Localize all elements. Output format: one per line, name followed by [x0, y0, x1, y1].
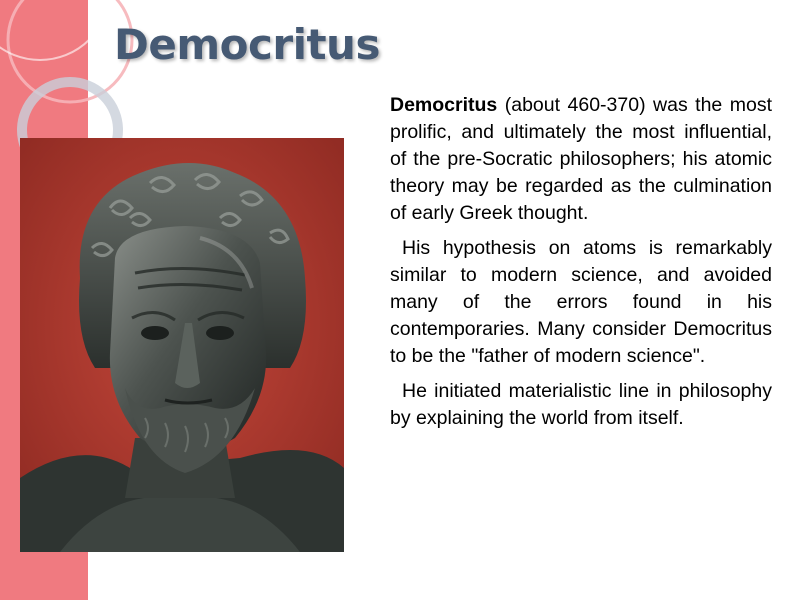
slide-title: Democritus	[114, 20, 380, 69]
paragraph-3: He initiated materialistic line in philosophy by explaining the world from itself.	[390, 380, 772, 429]
paragraph-1-text: (about 460-370) was the most prolific, and ultimately the most influential, of the pre-Socratic philosophers; his atomic theory may be regarded as the culmination of early Greek thought.	[390, 94, 772, 224]
paragraph-1	[390, 92, 772, 227]
paragraph-2: His hypothesis on atoms is remarkably similar to modern science, and avoided many of the errors found in his contemporaries. Many consider Democritus to be the "father of modern science".	[390, 237, 772, 367]
slide-body	[390, 92, 772, 440]
bust-of-democritus-image	[20, 138, 344, 552]
paragraph-1-lead: Democritus	[390, 94, 498, 116]
